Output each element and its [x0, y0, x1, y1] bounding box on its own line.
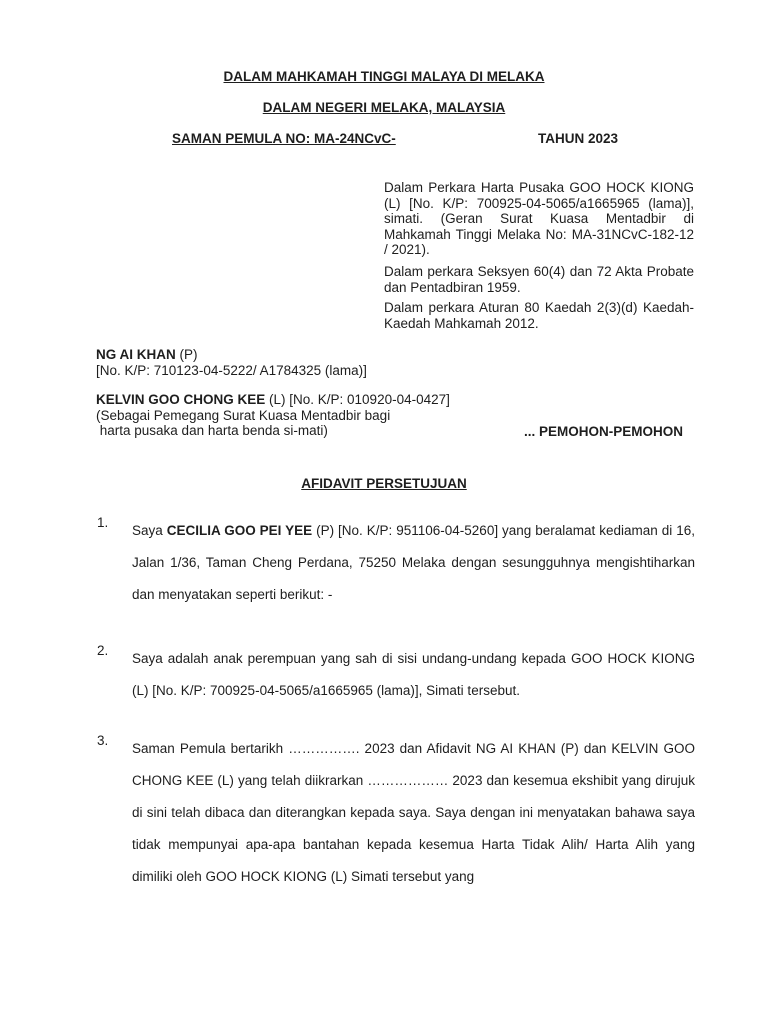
state-heading: DALAM NEGERI MELAKA, MALAYSIA — [262, 100, 506, 115]
case-number: SAMAN PEMULA NO: MA-24NCvC- — [172, 131, 396, 146]
paragraph-number: 2. — [97, 643, 109, 658]
document-title: AFIDAVIT PERSETUJUAN — [301, 476, 467, 491]
paragraph-2 — [97, 643, 695, 707]
applicant-2-ic: (L) [No. K/P: 010920-04-0427] — [265, 392, 450, 407]
matter-rules: Dalam perkara Aturan 80 Kaedah 2(3)(d) Kaedah-Kaedah Mahkamah 2012. — [384, 300, 694, 331]
applicant-1-ic: [No. K/P: 710123-04-5222/ A1784325 (lama)] — [96, 362, 367, 378]
applicant-1-name: NG AI KHAN — [96, 347, 176, 362]
paragraph-3 — [97, 733, 695, 893]
matter-estate: Dalam Perkara Harta Pusaka GOO HOCK KIONG (L) [No. K/P: 700925-04-5065/a1665965 (lama)], simati. (Geran Surat Kuasa Mentadbir di Mahkamah Tinggi Melaka No: MA-31NCvC-182-12 / 2021). — [384, 180, 694, 257]
paragraph-text: Saman Pemula bertarikh ……………. 2023 dan Afidavit NG AI KHAN (P) dan KELVIN GOO CHONG KEE (L) yang telah diikrarkan ……………… 2023 dan kesemua ekshibit yang dirujuk di sini telah dibaca dan diterangkan kepada saya. Saya dengan ini menyatakan bahawa saya tidak mempunyai apa-apa bantahan kepada kesemua Harta Tidak Alih/ Harta Alih yang dimiliki oleh GOO HOCK KIONG (L) Simati tersebut yang — [132, 741, 695, 884]
applicant-1-gender: (P) — [175, 347, 198, 362]
party-applicant-2 — [96, 392, 450, 439]
case-year: TAHUN 2023 — [537, 131, 618, 146]
party-role: ... PEMOHON-PEMOHON — [524, 424, 684, 439]
applicant-2-name: KELVIN GOO CHONG KEE — [96, 392, 266, 407]
paragraph-number: 1. — [97, 515, 109, 530]
case-number-line — [172, 131, 618, 146]
applicant-2-capacity-line1: (Sebagai Pemegang Surat Kuasa Mentadbir bagi — [96, 407, 391, 423]
paragraph-text — [132, 515, 695, 611]
paragraph-1-lead: Saya — [132, 523, 167, 538]
paragraph-1-rest: (P) [No. K/P: 951106-04-5260] yang beralamat kediaman di 16, Jalan 1/36, Taman Cheng Perdana, 75250 Melaka dengan sesungguhnya mengishtiharkan dan menyatakan seperti berikut: - — [132, 523, 695, 602]
matter-act: Dalam perkara Seksyen 60(4) dan 72 Akta Probate dan Pentadbiran 1959. — [384, 264, 694, 295]
party-applicant-1 — [96, 347, 367, 378]
paragraph-number: 3. — [97, 733, 109, 748]
deponent-name: CECILIA GOO PEI YEE — [166, 523, 313, 538]
paragraph-1 — [97, 515, 695, 611]
court-heading: DALAM MAHKAMAH TINGGI MALAYA DI MELAKA — [223, 69, 545, 84]
applicant-2-capacity-line2: harta pusaka dan harta benda si-mati) — [96, 423, 328, 438]
paragraph-text: Saya adalah anak perempuan yang sah di sisi undang-undang kepada GOO HOCK KIONG (L) [No. K/P: 700925-04-5065/a1665965 (lama)], Simati tersebut. — [132, 651, 695, 698]
